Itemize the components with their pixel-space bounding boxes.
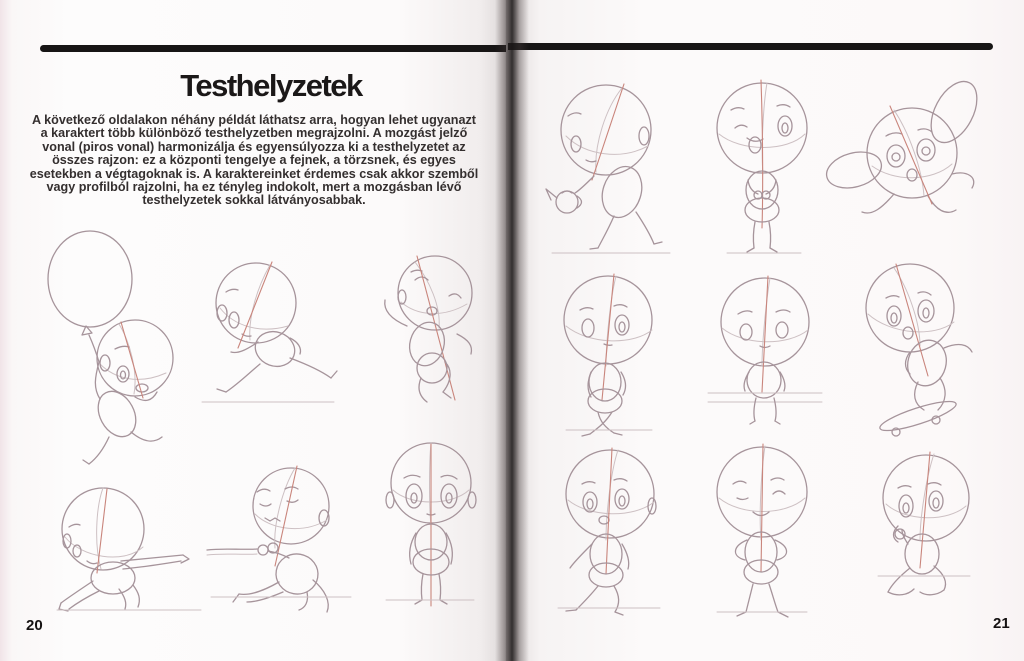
sketch-hands-on-hips xyxy=(705,440,820,625)
sketch-walking xyxy=(548,442,673,622)
right-page xyxy=(506,0,1024,661)
sketch-rope-pull xyxy=(205,462,355,612)
sketch-running xyxy=(198,256,338,406)
sketch-skateboard-jump xyxy=(852,258,982,448)
sketch-hands-clasped xyxy=(705,76,820,271)
sketch-standing-front xyxy=(372,440,482,615)
page-number-right: 21 xyxy=(993,615,1010,632)
book-spine-shadow xyxy=(495,0,529,661)
sketch-lunge xyxy=(55,485,205,613)
page-number-left: 20 xyxy=(26,617,43,634)
header-rule-left xyxy=(40,45,506,52)
sketch-sprawl-fall xyxy=(824,78,994,238)
header-rule-right xyxy=(508,43,993,50)
sketch-legs-crossed xyxy=(552,270,667,440)
sketch-sitting-ledge xyxy=(700,272,830,427)
intro-paragraph: A következő oldalakon néhány példát láthatsz arra, hogyan lehet ugyanazt a karaktert több különböző testhelyzetben megrajzolni. A mozgást jelző vonal (piros vonal) harmonizálja és egyensúlyozza ki a testhelyzetet az összes rajzon: ez a központi tengelye a fejnek, a törzsnek, és egyes esetekben a végtagoknak is. A karaktereinket érdemes csak akkor szemből vagy profilból rajzolni, ha ez tényleg indokolt, mert a mozgásban lévő testhelyzetek sokkal látványosabbak. xyxy=(29,113,479,208)
left-page xyxy=(0,0,506,661)
page-title: Testhelyzetek xyxy=(180,68,362,103)
sketch-teapot-lean xyxy=(542,72,677,260)
sketch-kneeling-think xyxy=(862,446,987,616)
sketch-leaping xyxy=(375,250,485,410)
